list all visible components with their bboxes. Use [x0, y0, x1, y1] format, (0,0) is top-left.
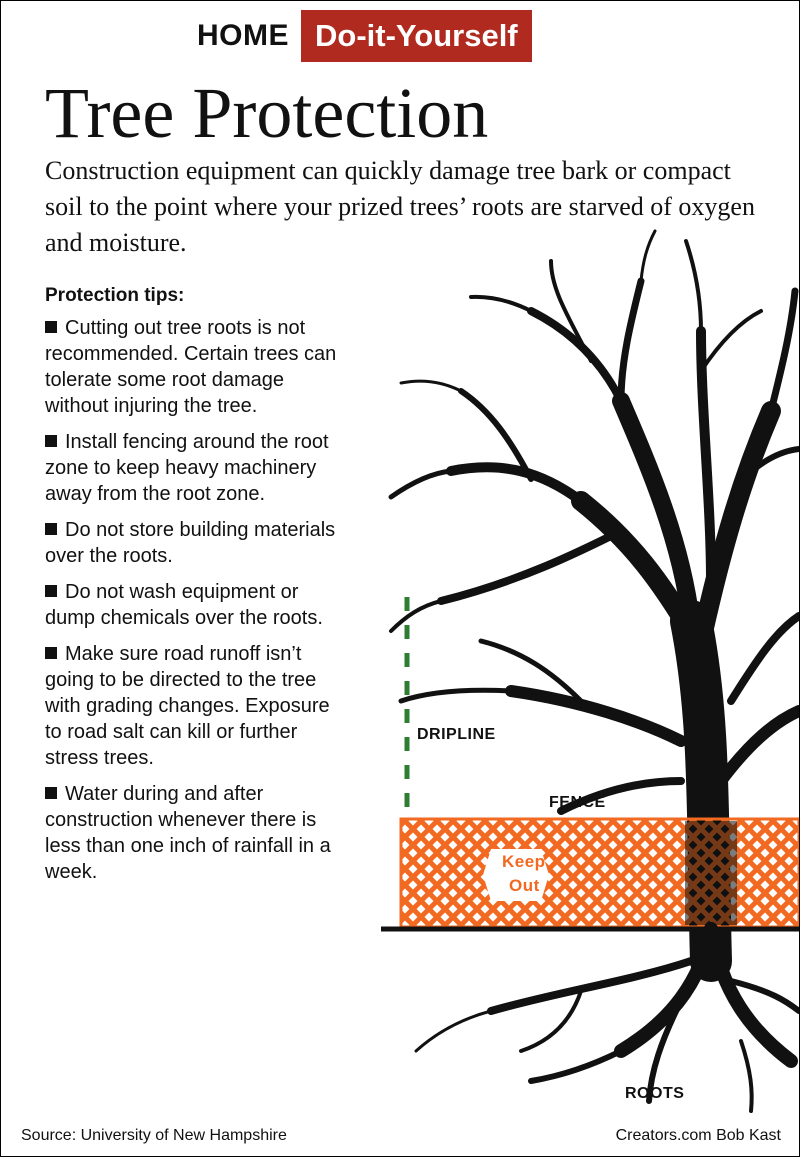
page-title: Tree Protection [45, 73, 489, 153]
tree-drawing [381, 221, 799, 1121]
source-credit: Source: University of New Hampshire [21, 1127, 287, 1144]
roots-icon [416, 929, 799, 1111]
square-bullet-icon [45, 647, 57, 659]
fence-lattice [401, 819, 799, 927]
tip-text: Water during and after construction whenever there is less than one inch of rainfall in a week. [45, 783, 331, 883]
keep-out-line2: Out [509, 876, 540, 895]
roots-label: ROOTS [625, 1085, 685, 1102]
tips-heading: Protection tips: [45, 285, 185, 306]
square-bullet-icon [45, 787, 57, 799]
intro-text: Construction equipment can quickly damage tree bark or compact soil to the point where your prized trees’ roots are starved of oxygen and moisture. [45, 156, 755, 257]
tip-item [45, 315, 345, 419]
tip-item [45, 579, 345, 631]
tips-list [45, 285, 345, 895]
tree-illustration [381, 221, 799, 1121]
tip-item [45, 781, 345, 885]
tip-item [45, 429, 345, 507]
dripline-label: DRIPLINE [417, 726, 496, 743]
tip-text: Install fencing around the root zone to keep heavy machinery away from the root zone. [45, 431, 329, 505]
square-bullet-icon [45, 321, 57, 333]
header-banner [197, 9, 532, 63]
square-bullet-icon [45, 585, 57, 597]
fence-label: FENCE [549, 794, 606, 811]
banner-section: Do-it-Yourself [301, 10, 532, 62]
square-bullet-icon [45, 435, 57, 447]
tip-item [45, 517, 345, 569]
keep-out-line1: Keep [502, 852, 546, 871]
banner-home: HOME [197, 19, 289, 52]
tip-text: Cutting out tree roots is not recommended. Certain trees can tolerate some root damage without injuring the tree. [45, 317, 337, 417]
artist-credit: Creators.com Bob Kast [615, 1127, 781, 1144]
tip-item [45, 641, 345, 771]
tip-text: Make sure road runoff isn’t going to be directed to the tree with grading changes. Exposure to road salt can kill or further stress trees. [45, 643, 330, 769]
tip-text: Do not store building materials over the roots. [45, 519, 336, 567]
square-bullet-icon [45, 523, 57, 535]
tip-text: Do not wash equipment or dump chemicals over the roots. [45, 581, 323, 629]
